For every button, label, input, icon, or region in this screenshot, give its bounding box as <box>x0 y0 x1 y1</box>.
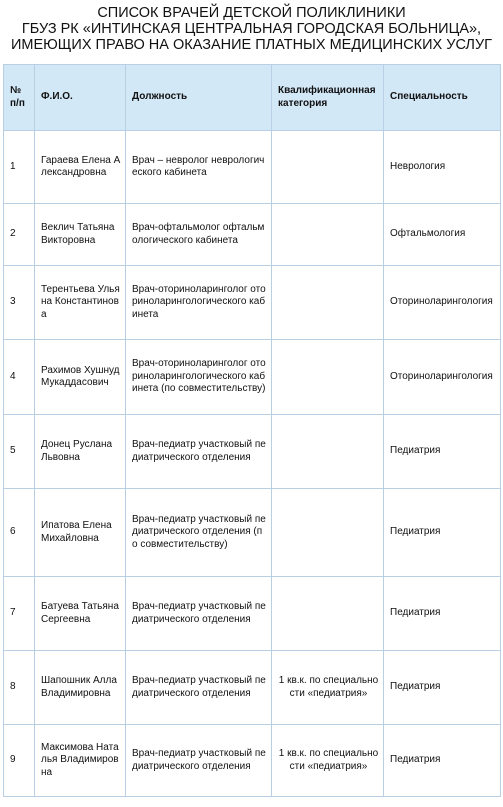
doctors-table <box>3 64 501 797</box>
cell-category <box>272 577 384 651</box>
table-header-row <box>4 65 501 131</box>
cell-category <box>272 415 384 489</box>
cell-name: Терентьева Ульяна Константинова <box>35 266 126 340</box>
cell-name: Донец Руслана Львовна <box>35 415 126 489</box>
header-name: Ф.И.О. <box>35 65 126 131</box>
table-row <box>4 415 501 489</box>
title-line-1: СПИСОК ВРАЧЕЙ ДЕТСКОЙ ПОЛИКЛИНИКИ <box>97 5 406 21</box>
cell-position: Врач-педиатр участковый педиатрического отделения <box>126 725 272 797</box>
header-category: Квалификационная категория <box>272 65 384 131</box>
cell-number: 6 <box>4 489 35 577</box>
cell-specialty: Неврология <box>384 131 501 204</box>
cell-name: Гараева Елена Александровна <box>35 131 126 204</box>
cell-position: Врач-офтальмолог офтальмологического кабинета <box>126 204 272 266</box>
cell-position: Врач – невролог неврологического кабинета <box>126 131 272 204</box>
cell-number: 2 <box>4 204 35 266</box>
cell-specialty: Педиатрия <box>384 651 501 725</box>
table-row <box>4 340 501 415</box>
cell-specialty: Педиатрия <box>384 725 501 797</box>
cell-specialty: Педиатрия <box>384 577 501 651</box>
cell-category: 1 кв.к. по специальности «педиатрия» <box>272 725 384 797</box>
cell-position: Врач-оториноларинголог оториноларингологического кабинета <box>126 266 272 340</box>
cell-category <box>272 131 384 204</box>
cell-category <box>272 266 384 340</box>
cell-number: 4 <box>4 340 35 415</box>
cell-name: Веклич Татьяна Викторовна <box>35 204 126 266</box>
cell-position: Врач-педиатр участковый педиатрического отделения <box>126 651 272 725</box>
document-title <box>0 5 503 53</box>
cell-specialty: Педиатрия <box>384 415 501 489</box>
cell-number: 8 <box>4 651 35 725</box>
cell-position: Врач-педиатр участковый педиатрического отделения <box>126 577 272 651</box>
cell-specialty: Оториноларингология <box>384 266 501 340</box>
table-row <box>4 651 501 725</box>
cell-category <box>272 489 384 577</box>
cell-number: 9 <box>4 725 35 797</box>
cell-name: Шапошник Алла Владимировна <box>35 651 126 725</box>
header-specialty: Специальность <box>384 65 501 131</box>
cell-name: Рахимов Хушнуд Мукаддасович <box>35 340 126 415</box>
cell-category <box>272 204 384 266</box>
cell-number: 7 <box>4 577 35 651</box>
cell-position: Врач-педиатр участковый педиатрического отделения <box>126 415 272 489</box>
cell-specialty: Педиатрия <box>384 489 501 577</box>
title-line-2: ГБУЗ РК «ИНТИНСКАЯ ЦЕНТРАЛЬНАЯ ГОРОДСКАЯ БОЛЬНИЦА», <box>21 21 482 37</box>
table-row <box>4 266 501 340</box>
cell-name: Ипатова Елена Михайловна <box>35 489 126 577</box>
table-row <box>4 131 501 204</box>
table-row <box>4 489 501 577</box>
cell-number: 1 <box>4 131 35 204</box>
cell-number: 5 <box>4 415 35 489</box>
cell-position: Врач-педиатр участковый педиатрического отделения (по совместительству) <box>126 489 272 577</box>
header-position: Должность <box>126 65 272 131</box>
cell-category: 1 кв.к. по специальности «педиатрия» <box>272 651 384 725</box>
title-line-3: ИМЕЮЩИХ ПРАВО НА ОКАЗАНИЕ ПЛАТНЫХ МЕДИЦИНСКИХ УСЛУГ <box>10 37 493 53</box>
cell-number: 3 <box>4 266 35 340</box>
cell-position: Врач-оториноларинголог оториноларингологического кабинета (по совместительству) <box>126 340 272 415</box>
header-number: № п/п <box>4 65 35 131</box>
table-row <box>4 725 501 797</box>
cell-specialty: Офтальмология <box>384 204 501 266</box>
cell-name: Максимова Наталья Владимировна <box>35 725 126 797</box>
cell-category <box>272 340 384 415</box>
table-row <box>4 204 501 266</box>
cell-name: Батуева Татьяна Сергеевна <box>35 577 126 651</box>
cell-specialty: Оториноларингология <box>384 340 501 415</box>
table-row <box>4 577 501 651</box>
